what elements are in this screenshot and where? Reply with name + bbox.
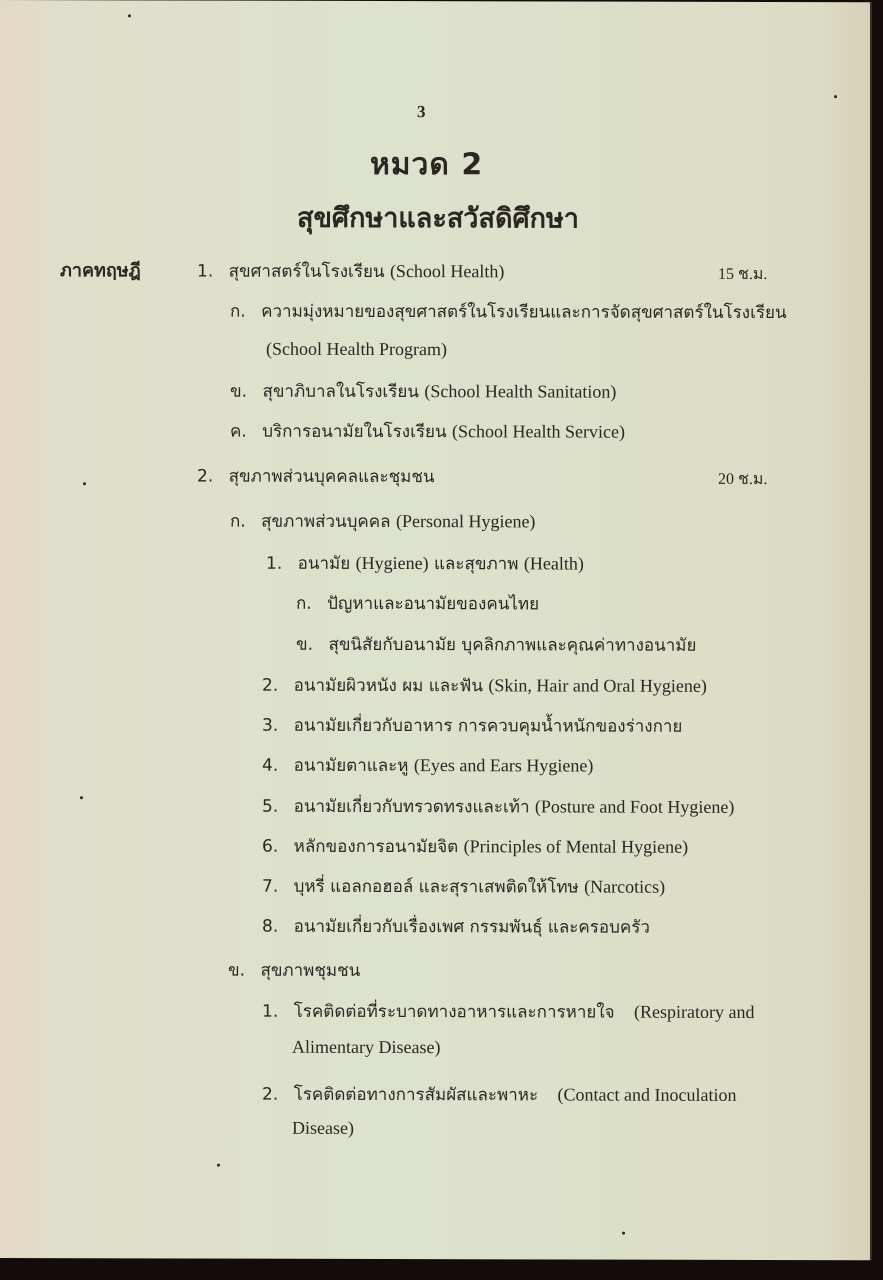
item-text-en: (School Health Program) bbox=[266, 338, 447, 360]
item-text-th: โรคติดต่อที่ระบาดทางอาหารและการหายใจ bbox=[293, 1001, 615, 1023]
item-text-th: อนามัยผิวหนัง ผม และฟัน bbox=[293, 675, 483, 697]
subitem-text: สุขนิสัยกับอนามัย บุคลิกภาพและคุณค่าทางอนามัย bbox=[328, 634, 697, 656]
section-letter: ก. bbox=[230, 511, 246, 532]
item-text-en: (Hygiene) bbox=[355, 552, 429, 574]
topic-1-hours: 15 ช.ม. bbox=[718, 265, 768, 284]
item-text-en: (Respiratory and bbox=[634, 1001, 755, 1022]
item-text-th: หลักของการอนามัยจิต bbox=[293, 836, 459, 858]
paper-speck bbox=[622, 1232, 625, 1235]
list-item bbox=[262, 672, 707, 700]
list-item-continuation bbox=[292, 1118, 354, 1139]
section-title-th: สุขภาพชุมชน bbox=[260, 960, 361, 981]
sub-list-item bbox=[296, 590, 539, 618]
item-text-th: ความมุ่งหมายของสุขศาสตร์ในโรงเรียนและการจัดสุขศาสตร์ในโรงเรียน bbox=[261, 301, 787, 324]
item-letter: ค. bbox=[230, 421, 247, 442]
topic-number: 1. bbox=[197, 261, 214, 282]
chapter-subtitle: สุขศึกษาและสวัสดิศึกษา bbox=[297, 202, 579, 235]
item-text-th: บุหรี่ แอลกอฮอล์ และสุราเสพติดให้โทษ bbox=[293, 876, 579, 898]
list-item bbox=[230, 378, 616, 406]
list-item bbox=[230, 298, 787, 326]
item-text-th: และสุขภาพ bbox=[433, 554, 519, 575]
item-number: 2. bbox=[262, 675, 279, 696]
item-text-en: (Posture and Foot Hygiene) bbox=[534, 796, 735, 817]
item-number: 2. bbox=[262, 1084, 279, 1105]
topic-2-heading bbox=[197, 463, 435, 491]
topic-title-th: สุขภาพส่วนบุคคลและชุมชน bbox=[228, 466, 435, 488]
section-letter: ข. bbox=[228, 960, 246, 981]
paper-speck bbox=[83, 482, 86, 485]
list-item bbox=[262, 913, 650, 941]
item-letter: ข. bbox=[230, 381, 248, 402]
item-number: 1. bbox=[262, 1001, 279, 1022]
topic-1-heading bbox=[197, 258, 504, 286]
item-text-th: อนามัยเกี่ยวกับเรื่องเพศ กรรมพันธุ์ และครอบครัว bbox=[293, 916, 650, 938]
list-item bbox=[262, 793, 734, 821]
item-text-th: สุขาภิบาลในโรงเรียน bbox=[262, 381, 419, 403]
section-community-health bbox=[228, 957, 360, 984]
item-text-en: (Skin, Hair and Oral Hygiene) bbox=[488, 675, 707, 696]
list-item-continuation bbox=[292, 1037, 440, 1058]
item-number: 5. bbox=[262, 796, 279, 817]
item-number: 4. bbox=[262, 755, 279, 776]
paper-speck bbox=[217, 1164, 220, 1167]
section-title-en: (Personal Hygiene) bbox=[395, 511, 536, 532]
item-text-th: อนามัยเกี่ยวกับทรวดทรงและเท้า bbox=[293, 796, 530, 818]
paper-speck bbox=[128, 14, 131, 17]
section-personal-hygiene bbox=[230, 508, 535, 536]
subitem-text: ปัญหาและอนามัยของคนไทย bbox=[327, 593, 540, 615]
topic-title-en: (School Health) bbox=[389, 261, 505, 282]
item-text-en: Alimentary Disease) bbox=[292, 1036, 441, 1058]
list-item bbox=[266, 550, 584, 578]
topic-2-hours: 20 ช.ม. bbox=[718, 470, 768, 489]
list-item bbox=[262, 1081, 737, 1109]
sub-list-item bbox=[296, 631, 696, 659]
list-item bbox=[262, 998, 754, 1026]
item-number: 1. bbox=[266, 553, 283, 574]
list-item bbox=[262, 752, 593, 780]
item-number: 6. bbox=[262, 836, 279, 857]
chapter-title: หมวด 2 bbox=[370, 146, 484, 183]
list-item bbox=[262, 833, 688, 861]
list-item-continuation bbox=[266, 339, 447, 360]
item-number: 7. bbox=[262, 876, 279, 897]
item-text-en: (Eyes and Ears Hygiene) bbox=[413, 755, 594, 776]
item-number: 8. bbox=[262, 916, 279, 937]
paper-speck bbox=[834, 95, 837, 98]
topic-number: 2. bbox=[197, 466, 214, 487]
list-item bbox=[230, 418, 625, 446]
list-item bbox=[262, 873, 665, 901]
item-text-th: โรคติดต่อทางการสัมผัสและพาหะ bbox=[293, 1084, 539, 1106]
topic-title-th: สุขศาสตร์ในโรงเรียน bbox=[228, 261, 385, 283]
list-item bbox=[262, 712, 682, 740]
item-text-en: (Principles of Mental Hygiene) bbox=[463, 836, 689, 857]
section-title-th: สุขภาพส่วนบุคคล bbox=[261, 511, 391, 533]
item-text-en: (School Health Service) bbox=[452, 421, 625, 442]
item-text-en: (Narcotics) bbox=[584, 876, 666, 897]
item-text-th: บริการอนามัยในโรงเรียน bbox=[262, 421, 447, 443]
item-text-en: Disease) bbox=[292, 1117, 354, 1138]
item-letter: ก. bbox=[230, 301, 246, 322]
item-number: 3. bbox=[262, 715, 279, 736]
subitem-letter: ข. bbox=[296, 634, 314, 655]
page-number: 3 bbox=[417, 102, 426, 122]
item-text-en: (Contact and Inoculation bbox=[557, 1084, 737, 1105]
item-text-th: อนามัยเกี่ยวกับอาหาร การควบคุมน้ำหนักของร่างกาย bbox=[293, 715, 683, 737]
subitem-letter: ก. bbox=[296, 593, 312, 614]
paper-speck bbox=[80, 796, 83, 799]
item-text-th: อนามัยตาและหู bbox=[293, 755, 409, 777]
section-label-theory: ภาคทฤษฎี bbox=[60, 260, 141, 282]
item-text-en: (Health) bbox=[523, 553, 584, 574]
item-text-en: (School Health Sanitation) bbox=[424, 381, 617, 402]
item-text-th: อนามัย bbox=[297, 553, 351, 574]
